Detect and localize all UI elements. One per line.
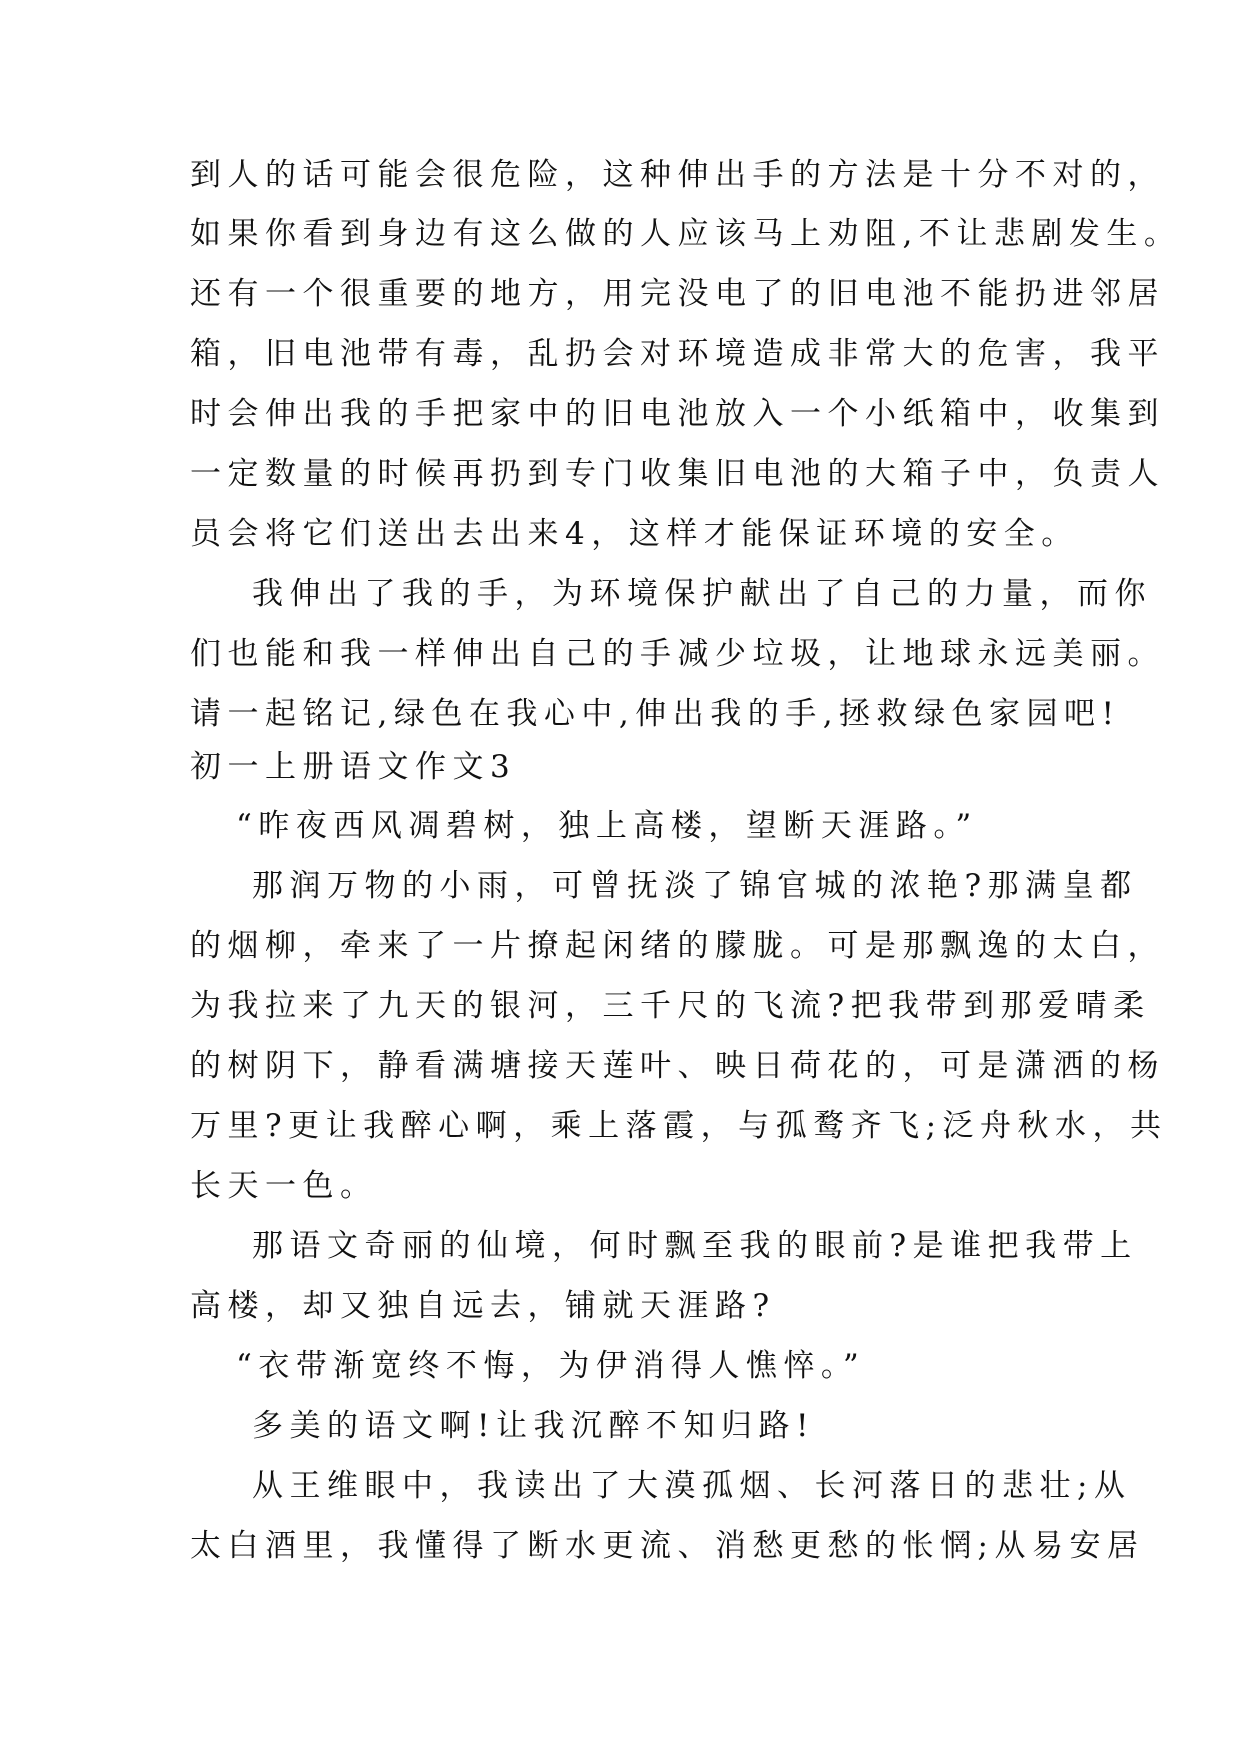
text-line: 万里?更让我醉心啊，乘上落霞，与孤鹜齐飞;泛舟秋水，共: [190, 1108, 1168, 1144]
text-line: 的树阴下，静看满塘接天莲叶、映日荷花的，可是潇洒的杨: [190, 1048, 1165, 1084]
text-line: 员会将它们送出去出来4，这样才能保证环境的安全。: [190, 516, 1079, 552]
text-line: 到人的话可能会很危险，这种伸出手的方法是十分不对的，: [190, 157, 1165, 193]
text-line: 高楼，却又独自远去，铺就天涯路?: [190, 1288, 776, 1324]
text-line: 为我拉来了九天的银河，三千尺的飞流?把我带到那爱晴柔: [190, 988, 1151, 1024]
text-line: 们也能和我一样伸出自己的手减少垃圾，让地球永远美丽。: [190, 636, 1165, 672]
paragraph-first-line: 从王维眼中，我读出了大漠孤烟、长河落日的悲壮;从: [252, 1468, 1132, 1504]
section-heading: 初一上册语文作文3: [190, 749, 517, 785]
text-line: 请一起铭记,绿色在我心中,伸出我的手,拯救绿色家园吧!: [190, 696, 1121, 732]
text-line: 长天一色。: [190, 1168, 378, 1204]
paragraph-first-line: 那润万物的小雨，可曾抚淡了锦官城的浓艳?那满皇都: [252, 868, 1138, 904]
text-line: 的烟柳，牵来了一片撩起闲绪的朦胧。可是那飘逸的太白，: [190, 928, 1165, 964]
text-line: 如果你看到身边有这么做的人应该马上劝阻,不让悲剧发生。: [190, 216, 1182, 252]
text-line: 一定数量的时候再扔到专门收集旧电池的大箱子中，负责人: [190, 456, 1165, 492]
text-line: 还有一个很重要的地方，用完没电了的旧电池不能扔进邻居: [190, 276, 1165, 312]
paragraph-first-line: 我伸出了我的手，为环境保护献出了自己的力量，而你: [252, 576, 1152, 612]
paragraph-first-line: 那语文奇丽的仙境，何时飘至我的眼前?是谁把我带上: [252, 1228, 1138, 1264]
quote-line: “衣带渐宽终不悔，为伊消得人憔悴。”: [236, 1348, 866, 1384]
text-line: 箱，旧电池带有毒，乱扔会对环境造成非常大的危害，我平: [190, 336, 1165, 372]
paragraph-first-line: 多美的语文啊!让我沉醉不知归路!: [252, 1408, 815, 1444]
quote-line: “昨夜西风凋碧树，独上高楼，望断天涯路。”: [236, 808, 978, 844]
text-line: 太白酒里，我懂得了断水更流、消愁更愁的怅惘;从易安居: [190, 1528, 1145, 1564]
text-line: 时会伸出我的手把家中的旧电池放入一个小纸箱中，收集到: [190, 396, 1165, 432]
